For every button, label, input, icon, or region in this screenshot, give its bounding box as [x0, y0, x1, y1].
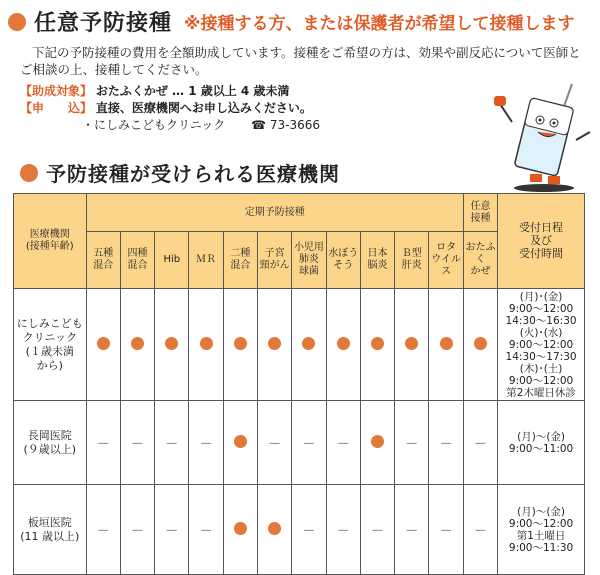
table-row	[14, 401, 585, 485]
header-vaccine: 子宮 頸がん	[258, 232, 292, 289]
phone-number: 73-3666	[269, 118, 321, 132]
available-mark	[189, 289, 223, 401]
unavailable-mark: －	[86, 401, 120, 485]
header-vaccine: 日本 脳炎	[360, 232, 394, 289]
available-dot-icon	[474, 337, 487, 350]
unavailable-mark: －	[292, 485, 326, 575]
header-vaccine: ＭＲ	[189, 232, 223, 289]
unavailable-mark: －	[189, 401, 223, 485]
header-regular: 定期予防接種	[86, 194, 463, 232]
unavailable-mark: －	[326, 485, 360, 575]
available-dot-icon	[405, 337, 418, 350]
target-text: おたふくかぜ … 1 歳以上 4 歳未満	[95, 84, 290, 98]
schedule-cell: (月)～(金) 9:00～12:00 第1土曜日 9:00～11:30	[498, 485, 585, 575]
available-dot-icon	[302, 337, 315, 350]
target-row	[20, 82, 289, 99]
unavailable-mark: －	[155, 401, 189, 485]
header-vaccine: ロタ ウイルス	[429, 232, 463, 289]
available-dot-icon	[268, 522, 281, 535]
apply-row	[20, 99, 312, 116]
available-mark	[395, 289, 429, 401]
available-dot-icon	[234, 522, 247, 535]
unavailable-mark: －	[429, 401, 463, 485]
header-vaccine: 二種 混合	[223, 232, 257, 289]
header-vaccine: Hib	[155, 232, 189, 289]
unavailable-mark: －	[292, 401, 326, 485]
clinic-name: ・にしみこどもクリニック	[82, 118, 226, 132]
available-dot-icon	[131, 337, 144, 350]
facility-name: にしみこども クリニック (１歳未満 から)	[14, 289, 87, 401]
header-vaccine: 四種 混合	[120, 232, 154, 289]
available-mark	[86, 289, 120, 401]
facility-name: 長岡医院 (９歳以上)	[14, 401, 87, 485]
unavailable-mark: －	[360, 485, 394, 575]
available-mark	[463, 289, 497, 401]
apply-text: 直接、医療機関へお申し込みください。	[95, 101, 312, 115]
unavailable-mark: －	[395, 401, 429, 485]
available-dot-icon	[371, 435, 384, 448]
unavailable-mark: －	[258, 401, 292, 485]
available-mark	[223, 289, 257, 401]
available-dot-icon	[165, 337, 178, 350]
bullet-dot-icon	[8, 13, 26, 31]
clinic-row	[82, 116, 320, 133]
intro-paragraph: 下記の予防接種の費用を全額助成しています。接種をご希望の方は、効果や副反応について医師とご相談の上、接種してください。	[20, 45, 581, 77]
available-dot-icon	[268, 337, 281, 350]
available-mark	[429, 289, 463, 401]
available-dot-icon	[440, 337, 453, 350]
available-mark	[292, 289, 326, 401]
facility-name: 板垣医院 (11 歳以上)	[14, 485, 87, 575]
available-dot-icon	[337, 337, 350, 350]
facility-table	[13, 193, 585, 575]
section2-heading	[20, 158, 340, 187]
header-vaccine: Ｂ型 肝炎	[395, 232, 429, 289]
unavailable-mark: －	[429, 485, 463, 575]
unavailable-mark: －	[120, 401, 154, 485]
section1-title: 任意予防接種	[34, 11, 173, 36]
available-mark	[326, 289, 360, 401]
header-vaccine: 小児用 肺炎 球菌	[292, 232, 326, 289]
header-vaccine: 水ぼう そう	[326, 232, 360, 289]
unavailable-mark: －	[86, 485, 120, 575]
section1-heading	[8, 6, 575, 37]
available-mark	[120, 289, 154, 401]
table-row	[14, 289, 585, 401]
bullet-dot-icon	[20, 164, 38, 182]
header-vaccine: おたふく かぜ	[463, 232, 497, 289]
header-facility: 医療機関 (接種年齢)	[14, 194, 87, 289]
target-label: 【助成対象】	[20, 84, 93, 98]
available-mark	[155, 289, 189, 401]
apply-label: 【申 込】	[20, 101, 93, 115]
unavailable-mark: －	[120, 485, 154, 575]
unavailable-mark: －	[189, 485, 223, 575]
intro-text	[20, 44, 592, 78]
available-mark	[258, 289, 292, 401]
unavailable-mark: －	[395, 485, 429, 575]
unavailable-mark: －	[463, 401, 497, 485]
section1-note: ※接種する方、または保護者が希望して接種します	[184, 14, 575, 34]
syringe-mascot-icon	[492, 82, 596, 194]
header-schedule: 受付日程 及び 受付時間	[498, 194, 585, 289]
available-mark	[360, 401, 394, 485]
available-dot-icon	[371, 337, 384, 350]
schedule-cell: (月)･(金) 9:00～12:00 14:30～16:30 (火)･(水) 9:00～12:00 14:30～17:30 (木)･(土) 9:00～12:00 第2木曜日休診	[498, 289, 585, 401]
section2-title: 予防接種が受けられる医療機関	[46, 162, 340, 186]
header-optional: 任意 接種	[463, 194, 497, 232]
header-vaccine: 五種 混合	[86, 232, 120, 289]
unavailable-mark: －	[155, 485, 189, 575]
unavailable-mark: －	[463, 485, 497, 575]
table-row	[14, 485, 585, 575]
available-mark	[258, 485, 292, 575]
available-dot-icon	[200, 337, 213, 350]
schedule-cell: (月)～(金) 9:00～11:00	[498, 401, 585, 485]
available-mark	[223, 485, 257, 575]
available-mark	[360, 289, 394, 401]
available-dot-icon	[234, 435, 247, 448]
available-dot-icon	[97, 337, 110, 350]
phone-icon: ☎	[251, 118, 267, 132]
available-mark	[223, 401, 257, 485]
available-dot-icon	[234, 337, 247, 350]
unavailable-mark: －	[326, 401, 360, 485]
